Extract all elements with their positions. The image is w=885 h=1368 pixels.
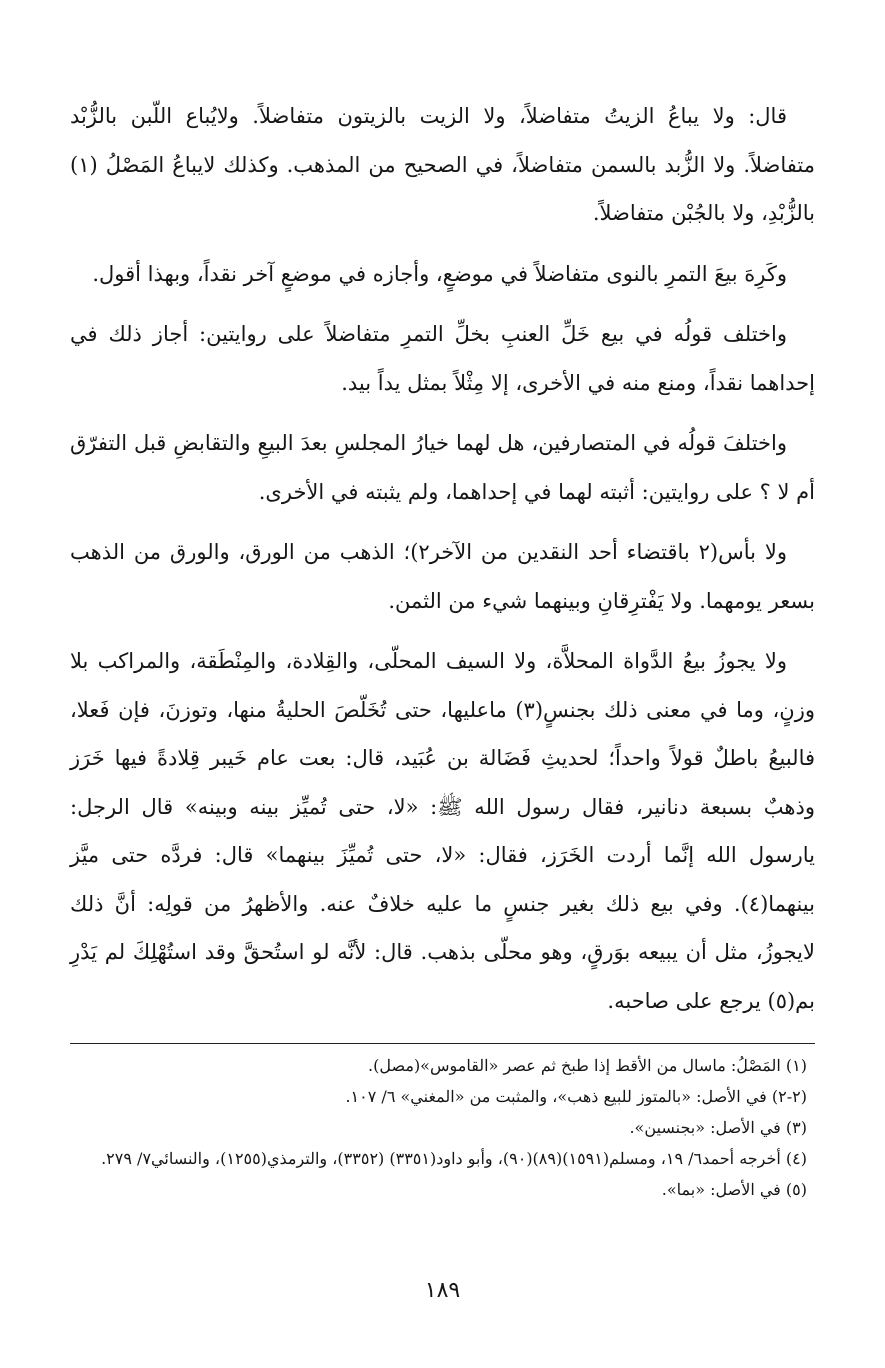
paragraph: ولا بأس(٢ باقتضاء أحد النقدين من الآخر٢)؛ الذهب من الورق، والورق من الذهب بسعر يومهما. ولا يَفْترِقانِ وبينهما شيء من الثمن. xyxy=(70,540,815,613)
paragraph: قال: ولا يباعُ الزيتُ متفاضلاً، ولا الزيت بالزيتون متفاضلاً. ولايُباع اللّبن بالزُّبْد متفاضلاً. ولا الزُّبد بالسمن متفاضلاً، في الصحيح من المذهب. وكذلك لايباعُ المَصْلُ (١) بالزُّبْدِ، ولا بالجُبْن متفاضلاً. xyxy=(70,104,815,225)
footnote: (٥) في الأصل: «بما». xyxy=(661,1180,807,1199)
paragraph: واختلفَ قولُه في المتصارفين، هل لهما خيارُ المجلسِ بعدَ البيعِ والتقابضِ قبل التفرّق أم لا ؟ على روايتين: أثبته لهما في إحداهما، ولم يثبته في الأخرى. xyxy=(70,431,815,504)
footnote: (٣) في الأصل: «بجنسين». xyxy=(629,1118,807,1137)
footnote: (١) المَصْلُ: ماسال من الأقط إذا طبخ ثم عصر «القاموس»(مصل). xyxy=(368,1056,807,1075)
footnote-divider xyxy=(70,1043,815,1044)
paragraph: وكَرِهَ بيعَ التمرِ بالنوى متفاضلاً في موضعٍ، وأجازه في موضعٍ آخر نقداً، وبهذا أقول. xyxy=(92,261,787,286)
footnote: (٢-٢) في الأصل: «بالمتوز للبيع ذهب»، والمثبت من «المغني» ٦/ ١٠٧. xyxy=(345,1087,807,1106)
paragraph: ولا يجوزُ بيعُ الدَّواة المحلاَّة، ولا السيف المحلّى، والقِلادة، والمِنْطَقة، والمراكب بلا وزنٍ، وما في معنى ذلك بجنسٍ(٣) ماعليها، حتى تُخَلّصَ الحليةُ منها، وتوزنَ، فإن فَعلا، فالبيعُ باطلٌ قولاً واحداً؛ لحديثِ فَضَالة بن عُبَيد، قال: بعت عام خَيبر قِلادةً فيها خَرَز وذهبٌ بسبعة دنانير، فقال رسول الله ﷺ: «لا، حتى تُميِّز بينه وبينه» قال الرجل: يارسول الله إنَّما أردت الخَرَز، فقال: «لا، حتى تُميِّزَ بينهما» قال: فردَّه حتى ميَّز بينهما(٤). وفي بيع ذلك بغير جنسٍ ما عليه خلافٌ عنه. والأظهرُ من قولِه: أنَّ ذلك لايجوزُ، مثل أن يبيعه بوَرقٍ، وهو محلّى بذهب. قال: لأنَّه لو استُحقَّ وقد استُهْلِكَ لم يَدْرِ بم(٥) يرجع على صاحبه. xyxy=(70,649,816,1013)
footnotes xyxy=(70,1050,815,1205)
main-text xyxy=(70,92,815,1037)
footnote: (٤) أخرجه أحمد٦/ ١٩، ومسلم(١٥٩١)(٨٩)(٩٠)، وأبو داود(٣٣٥١) (٣٣٥٢)، والترمذي(١٢٥٥)، والنسائي٧/ ٢٧٩. xyxy=(101,1149,807,1168)
page-number: ١٨٩ xyxy=(424,1278,461,1303)
paragraph: واختلف قولُه في بيع خَلِّ العنبِ بخلِّ التمرِ متفاضلاً على روايتين: أجاز ذلك في إحداهما نقداً، ومنع منه في الأخرى، إلا مِثْلاً بمثل يداً بيد. xyxy=(70,322,815,395)
